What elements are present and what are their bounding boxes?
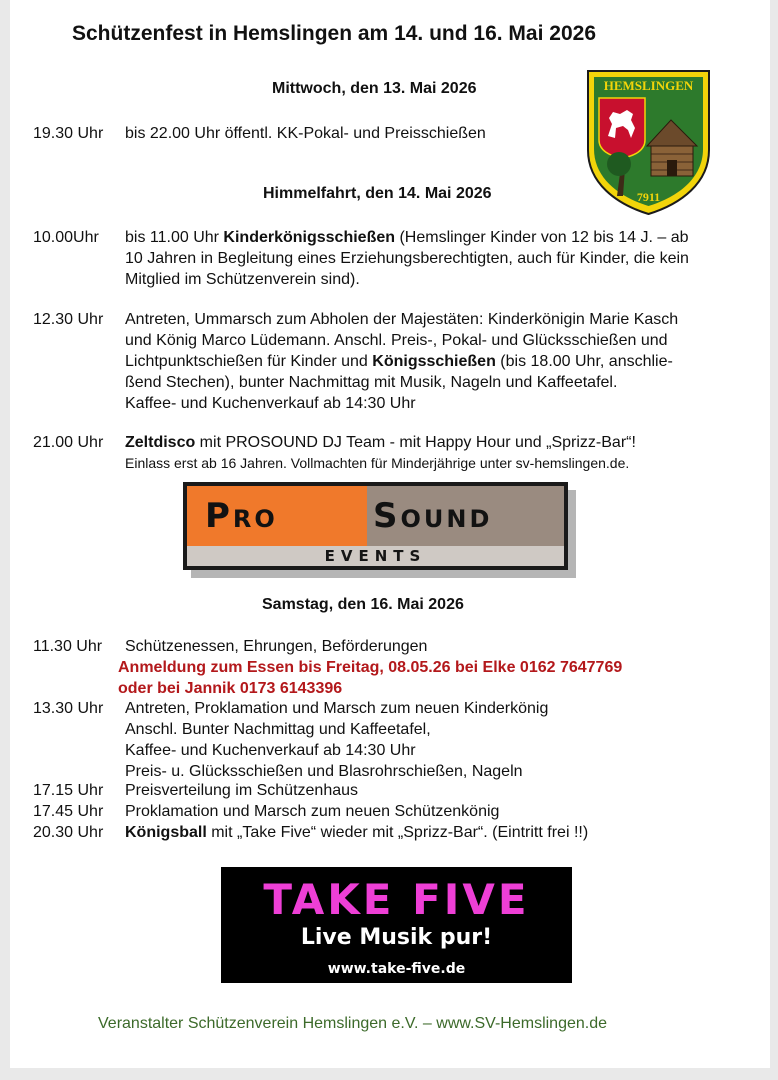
day2-event1-text: bis 11.00 Uhr — [125, 229, 224, 246]
day3-event2-time: 13.30 Uhr — [33, 700, 104, 717]
day2-heading: Himmelfahrt, den 14. Mai 2026 — [263, 185, 492, 202]
day2-event1-text: (Hemslinger Kinder von 12 bis 14 J. – ab — [395, 229, 689, 246]
club-crest — [585, 68, 712, 216]
registration-notice-line: Anmeldung zum Essen bis Freitag, 08.05.26 bei Elke 0162 7647769 — [118, 659, 623, 676]
registration-notice-line: oder bei Jannik 0173 6143396 — [118, 680, 343, 697]
koenigsball-label: Königsball — [125, 824, 207, 841]
day2-event2-time: 12.30 Uhr — [33, 311, 104, 328]
day2-event1-desc — [125, 227, 689, 290]
footer-organizer: Veranstalter Schützenverein Hemslingen e.V. – www.SV-Hemslingen.de — [98, 1015, 608, 1032]
day3-heading: Samstag, den 16. Mai 2026 — [262, 596, 464, 613]
day2-event1-text: Mitglied im Schützenverein sind). — [125, 271, 360, 288]
day3-event5-text: mit „Take Five“ wieder mit „Sprizz-Bar“. (Eintritt frei !!) — [206, 824, 589, 841]
day3-event3-time: 17.15 Uhr — [33, 782, 104, 799]
day3-event4-desc — [125, 801, 499, 822]
day3-event5-time: 20.30 Uhr — [33, 824, 104, 841]
day2-event2-desc — [125, 309, 678, 414]
zeltdisco-label: Zeltdisco — [125, 434, 196, 451]
day2-event3-desc — [125, 432, 636, 474]
day2-event3-text: mit PROSOUND DJ Team - mit Happy Hour und „Sprizz-Bar“! — [195, 434, 636, 451]
page-title: Schützenfest in Hemslingen am 14. und 16. Mai 2026 — [72, 22, 596, 45]
day2-event2-text: Kaffee- und Kuchenverkauf ab 14:30 Uhr — [125, 395, 416, 412]
prosound-word-pro: Pro — [205, 496, 278, 536]
day2-event2-text: Antreten, Ummarsch zum Abholen der Majestäten: Kinderkönigin Marie Kasch — [125, 311, 679, 328]
take-five-url: www.take-five.de — [327, 961, 466, 977]
prosound-events: EVENTS — [324, 547, 427, 565]
day2-event3-note: Einlass erst ab 16 Jahren. Vollmachten für Minderjährige unter sv-hemslingen.de. — [125, 455, 630, 471]
day2-event2-text: und König Marco Lüdemann. Anschl. Preis-, Pokal- und Glücksschießen und — [125, 332, 668, 349]
day1-event1-line: bis 22.00 Uhr öffentl. KK-Pokal- und Preisschießen — [125, 125, 486, 142]
day3-event1-text: Schützenessen, Ehrungen, Beförderungen — [125, 638, 428, 655]
take-five-subtitle: Live Musik pur! — [300, 925, 493, 950]
day3-event1-desc — [125, 636, 427, 657]
day3-event3-desc — [125, 780, 358, 801]
day2-event2-text: ßend Stechen), bunter Nachmittag mit Musik, Nageln und Kaffeetafel. — [125, 374, 618, 391]
prosound-logo — [183, 482, 568, 574]
day3-event2-text: Kaffee- und Kuchenverkauf ab 14:30 Uhr — [125, 742, 416, 759]
day3-event2-text: Preis- u. Glücksschießen und Blasrohrschießen, Nageln — [125, 763, 523, 780]
kinderkoenigsschiessen-label: Kinderkönigsschießen — [223, 229, 396, 246]
day3-event1-time: 11.30 Uhr — [33, 638, 103, 655]
day1-event1-desc — [125, 123, 486, 144]
take-five-title: TAKE FIVE — [263, 875, 530, 924]
day3-event5-desc — [125, 822, 588, 843]
day2-event1-text: 10 Jahren in Begleitung eines Erziehungsberechtigten, auch für Kinder, die kein — [125, 250, 689, 267]
day1-event1-time: 19.30 Uhr — [33, 125, 104, 142]
day3-event4-text: Proklamation und Marsch zum neuen Schützenkönig — [125, 803, 500, 820]
day3-event2-desc — [125, 698, 548, 782]
take-five-banner — [221, 867, 572, 983]
registration-notice — [118, 657, 622, 699]
day2-event3-time: 21.00 Uhr — [33, 434, 104, 451]
crest-svg — [585, 68, 712, 216]
prosound-word-sound: Sound — [373, 496, 493, 536]
crest-year: 7911 — [636, 190, 661, 204]
day2-event2-text: Lichtpunktschießen für Kinder und — [125, 353, 373, 370]
koenigsschiessen-label: Königsschießen — [372, 353, 496, 370]
day2-event1-time: 10.00Uhr — [33, 229, 99, 246]
day3-event2-text: Anschl. Bunter Nachmittag und Kaffeetafel, — [125, 721, 431, 738]
day3-event3-text: Preisverteilung im Schützenhaus — [125, 782, 359, 799]
day2-event2-text: (bis 18.00 Uhr, anschlie- — [495, 353, 673, 370]
day1-heading: Mittwoch, den 13. Mai 2026 — [272, 80, 477, 97]
day3-event2-text: Antreten, Proklamation und Marsch zum neuen Kinderkönig — [125, 700, 549, 717]
day3-event4-time: 17.45 Uhr — [33, 803, 104, 820]
crest-name: HEMSLINGEN — [603, 78, 694, 93]
